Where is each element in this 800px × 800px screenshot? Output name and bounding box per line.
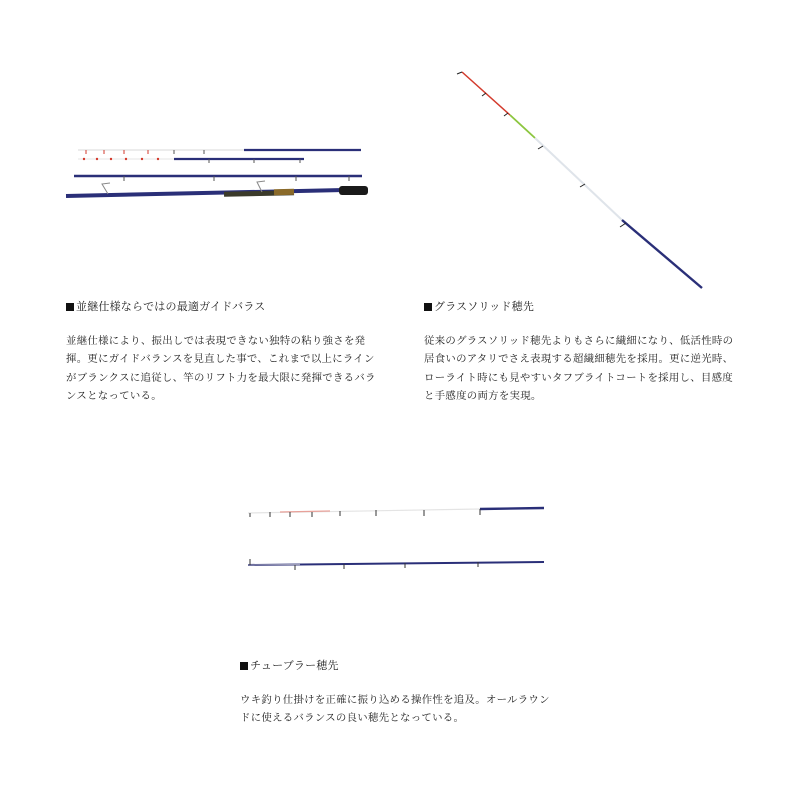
rod-sections-photo bbox=[64, 146, 370, 236]
feature-title-text: チューブラー穂先 bbox=[250, 659, 339, 672]
feature-title-text: 並継仕様ならではの最適ガイドバラス bbox=[76, 300, 266, 313]
feature-block-tubular-tip bbox=[240, 659, 560, 728]
rod-sections-icon bbox=[64, 146, 370, 236]
feature-body: 従来のグラスソリッド穂先よりもさらに繊細になり、低活性時の居食いのアタリでさえ表現する超繊細穂先を採用。更に逆光時、ローライト時にも見やすいタフブライトコートを採用し、目感度と手感度の両方を実現。 bbox=[424, 335, 734, 402]
square-bullet-icon bbox=[424, 303, 432, 311]
square-bullet-icon bbox=[240, 662, 248, 670]
feature-title bbox=[240, 659, 560, 673]
tubular-tip-icon bbox=[240, 495, 550, 580]
feature-title bbox=[424, 300, 734, 314]
tubular-tip-photo bbox=[240, 495, 550, 580]
feature-title bbox=[66, 300, 376, 314]
feature-body: ウキ釣り仕掛けを正確に振り込める操作性を追及。オールラウンドに使えるバランスの良い穂先となっている。 bbox=[240, 694, 550, 725]
feature-body: 並継仕様により、振出しでは表現できない独特の粘り強さを発揮。更にガイドバランスを見直した事で、これまで以上にラインがブランクスに追従し、竿のリフト力を最大限に発揮できるバランスとなっている。 bbox=[66, 335, 376, 402]
square-bullet-icon bbox=[66, 303, 74, 311]
feature-block-guide-balance bbox=[66, 300, 376, 405]
solid-tip-photo bbox=[440, 60, 720, 300]
feature-block-solid-tip bbox=[424, 300, 734, 405]
solid-tip-icon bbox=[440, 60, 720, 300]
feature-title-text: グラスソリッド穂先 bbox=[434, 300, 535, 313]
